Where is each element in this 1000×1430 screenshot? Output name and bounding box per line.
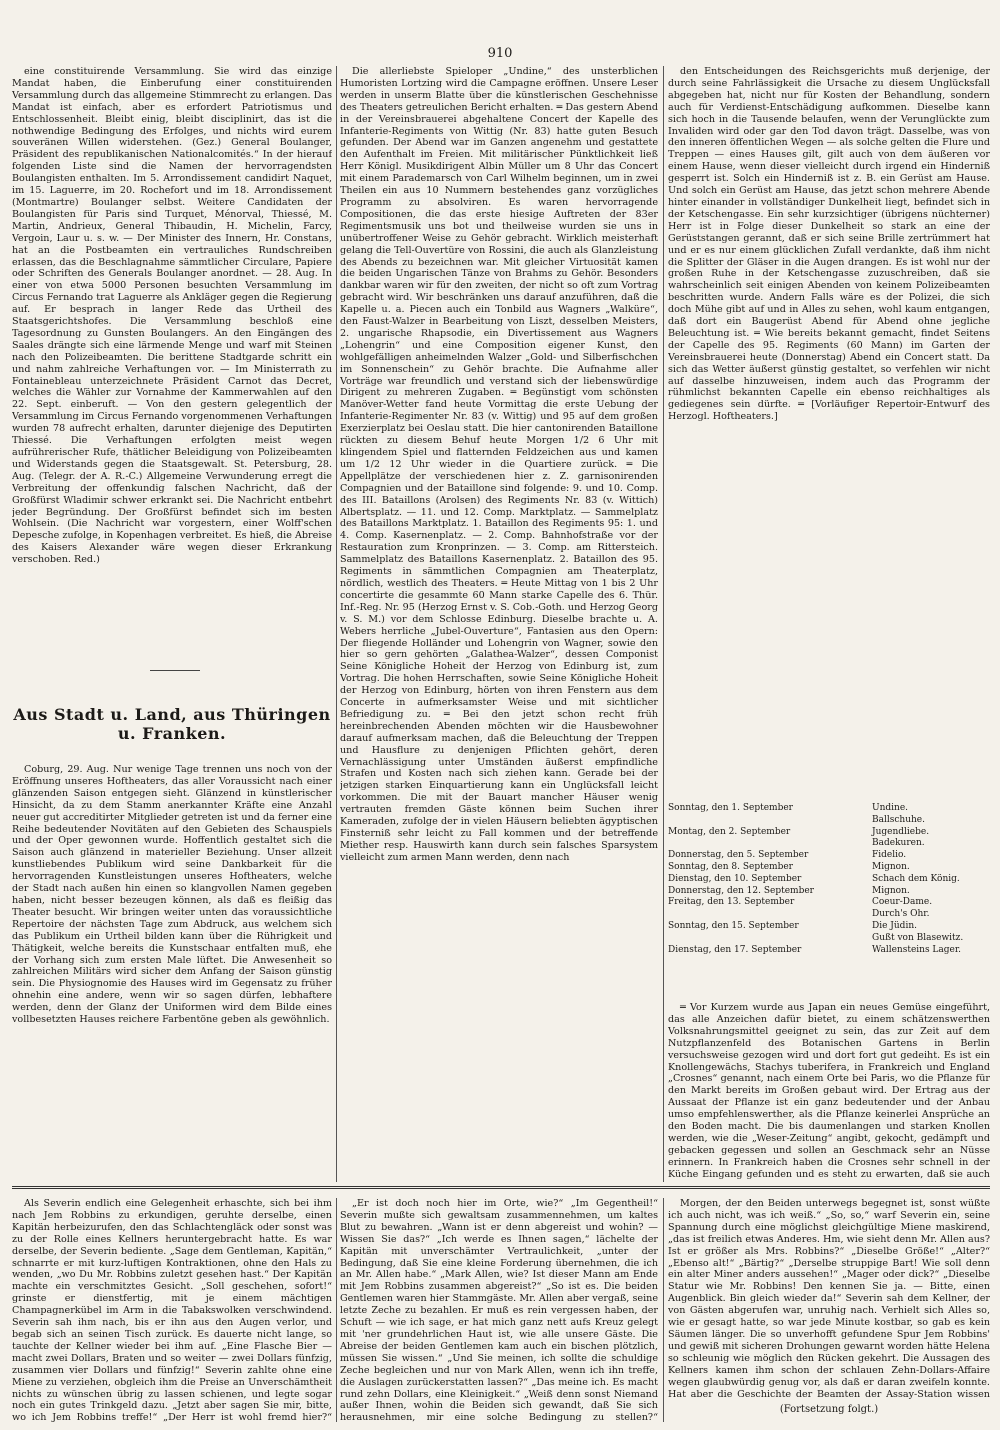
section-heading: Aus Stadt u. Land, aus Thüringen u. Franken. xyxy=(13,705,331,743)
repertoire-row xyxy=(668,909,990,921)
article-text: eine constituirende Versammlung. Sie wird das einzige Mandat haben, die Einberufung einer constituirenden Versammlung durch das allgemeine Stimmrecht zu erlangen. Das Mandat ist einfach, aber es erfordert Patriotismus und Entschlossenheit. Bleibt einig, bleibt disciplinirt, das ist die nothwendige Bedingung des Erfolges, und nichts wird eurem souveränen Willen widerstehen. (Gez.) General Boulanger, Präsident des republikanischen Nationalcomités.“ In der hierauf folgenden Liste sind die Namen der hervorragendsten Boulangisten enthalten. Im 5. Arrondissement candidirt Naquet, im 15. Laguerre, im 20. Rochefort und im 18. Arrondissement (Montmartre) Boulanger selbst. Weitere Candidaten der Boulangisten für Paris sind Turquet, Ménorval, Thiessé, M. Martin, Andrieux, General Thibaudin, H. Michelin, Farcy, Vergoin, Laur u. s. w. — Der Minister des Innern, Hr. Constans, hat an die Postbeamten ein vertrauliches Rundschreiben erlassen, das die Beschlagnahme sämmtlicher Circulare, Papiere oder Schriften des Generals Boulanger anordnet. — 28. Aug. In einer von etwa 5000 Personen besuchten Versammlung im Circus Fernando trat Laguerre als Ankläger gegen die Regierung auf. Er besprach in langer Rede das Urtheil des Staatsgerichtshofes. Die Versammlung beschloß eine Tagesordnung zu Gunsten Boulangers. An den Eingängen des Saales drängte sich eine lärmende Menge und warf mit Steinen nach den Polizeibeamten. Die berittene Stadtgarde schritt ein und nahm zahlreiche Verhaftungen vor. — Im Ministerrath zu Fontainebleau unterzeichnete Präsident Carnot das Decret, welches die Wähler zur Vornahme der Kammerwahlen auf den 22. Sept. einberuft. — Von den gestern gelegentlich der Versammlung im Circus Fernando vorgenommenen Verhaftungen wurden 78 aufrecht erhalten, darunter diejenige des Deputirten Thiessé. Die Verhaftungen erfolgten meist wegen aufrührerischer Rufe, thätlicher Beleidigung von Polizeibeamten und Widerstands gegen die Staatsgewalt. St. Petersburg, 28. Aug. (Telegr. der A. R.-C.) Allgemeine Verwunderung erregt die Verbreitung der offenkundig falschen Nachricht, daß der Großfürst Wladimir schwer erkrankt sei. Die Nachricht entbehrt jeder Begründung. Der Großfürst befindet sich im besten Wohlsein. (Die Nachricht war vorgestern, einer Wolff'schen Depesche zufolge, in Kopenhagen verbreitet. Es hieß, die Abreise des Kaisers Alexander wäre wegen dieser Erkrankung verschoben. Red.) xyxy=(12,66,332,566)
repertoire-play: Fidelio. xyxy=(872,850,907,861)
theatre-repertoire-table xyxy=(668,803,990,956)
repertoire-play: Ballschuhe. xyxy=(872,814,925,825)
article-text: ═ Vor Kurzem wurde aus Japan ein neues Gemüse eingeführt, das alle Anzeichen dafür bietet, zu einem schätzenswerthen Volksnahrungsmittel geeignet zu sein, das zur Zeit auf dem Nutzpflanzenfeld des Botanischen Gartens in Berlin versuchsweise gezogen wird und dort fort gut gedeiht. Es ist ein Knollengewächs, Stachys tuberifera, in Frankreich und England „Crosnes“ genannt, nach einem Orte bei Paris, wo die Pflanze für den Markt bereits im Großen gebaut wird. Der Ertrag aus der Aussaat der Pflanze ist ein ganz bedeutender und der Anbau umso empfehlenswerther, als die Pflanze keinerlei Ansprüche an den Boden macht. Die bis daumenlangen und starken Knollen werden, wie die „Weser-Zeitung“ angibt, gekocht, gedämpft und gebacken gegessen und sollen an Geschmack sehr an Nüsse erinnern. In Frankreich haben die Crosnes sehr schnell in der Küche Eingang gefunden und es steht zu erwarten, daß sie auch xyxy=(668,1002,990,1180)
article-text: Coburg, 29. Aug. Nur wenige Tage trennen uns noch von der Eröffnung unseres Hoftheaters, das aller Voraussicht nach einer glänzenden Saison entgegen sieht. Glänzend in künstlerischer Hinsicht, da zu dem Stamm anerkannter Kräfte eine Anzahl neuer gut accreditirter Mitglieder getreten ist und da ferner eine Reihe bedeutender Novitäten auf den Gebieten des Schauspiels und der Oper gewonnen wurde. Hoffentlich gestaltet sich die Saison auch glänzend in materieller Beziehung. Unser allzeit kunstliebendes Publikum wird seine Dankbarkeit für die hervorragenden Kunstleistungen unseres Hoftheaters, welche der Stadt nach außen hin einen so klangvollen Namen gegeben haben, nicht besser bezeugen können, als daß es fleißig das Theater besucht. Wir bringen weiter unten das voraussichtliche Repertoire der nächsten Tage zum Abdruck, aus welchem sich das Publikum ein Urtheil bilden kann über die Rührigkeit und Thätigkeit, welche bereits die Kunstschaar entfalten muß, ehe der Vorhang sich zum ersten Male lüftet. Die Anwesenheit so zahlreichen Militärs wird sicher dem Anfang der Saison günstig sein. Die Physiognomie des Hauses wird im Gegensatz zu früher ohnehin eine andere, wenn wir so sagen dürfen, lebhaftere werden, denn der Glanz der Uniformen wird dem Bilde eines vollbesetzten Hauses reichere Farbentöne geben als gewöhnlich. xyxy=(12,764,332,1026)
repertoire-play: Die Jüdin. xyxy=(872,920,917,931)
article-column-1-politics xyxy=(12,66,332,658)
repertoire-play: Coeur-Dame. xyxy=(872,897,933,908)
repertoire-play: Badekuren. xyxy=(872,838,925,849)
story-text: Als Severin endlich eine Gelegenheit erhaschte, sich bei ihm nach Jem Robbins zu erkundigen, geruhte derselbe, einen Kapitän herbeizurufen, den das Schlachtengläck oder sonst was zu der Rolle eines Kellners heruntergebracht hatte. Es war derselbe, der Severin bediente. „Sage dem Gentleman, Kapitän,“ schnarrte er mit kurz-luftigen Kontraktionen, ohne den Hals zu wenden, „wo Du Mr. Robbins zuletzt gesehen hast.“ Der Kapitän machte ein verschmitztes Gesicht. „Soll geschehen, sofort!“ grinste er dienstfertig, mit je einem mächtigen Champagnerkübel im Arm in die Tabakswolken verschwindend. Severin sah ihm nach, bis er ihn aus den Augen verlor, und begab sich an seinen Tisch zurück. Es dauerte nicht lange, so tauchte der Kellner wieder bei ihm auf. „Eine Flasche Bier — macht zwei Dollars, Braten und so weiter — zwei Dollars fünfzig, zusammen vier Dollars und fünfzig!“ Severin zahlte ohne eine Miene zu verziehen, obgleich ihm die Preise an Unverschämtheit nichts zu wünschen übrig zu lassen schienen, und legte sogar noch ein gutes Trinkgeld dazu. „Jetzt aber sagen Sie mir, bitte, wo ich Jem Robbins treffe!“ „Der Herr ist wohl fremd hier?“ xyxy=(12,1198,332,1422)
repertoire-date: Sonntag, den 8. September xyxy=(668,861,793,872)
repertoire-row xyxy=(668,945,990,957)
feuilleton-column-1 xyxy=(12,1198,332,1422)
divider-rule xyxy=(150,670,200,671)
story-text: Morgen, der den Beiden unterwegs begegnet ist, sonst wüßte ich auch nicht, was ich weiß.“ „So, so,“ warf Severin ein, seine Spannung durch eine möglichst gleichgültige Miene maskirend, „das ist freilich etwas Anderes. Hm, wie sieht denn Mr. Allen aus? Ist er größer als Mrs. Robbins?“ „Dieselbe Größe!“ „Alter?“ „Ebenso alt!“ „Bärtig?“ „Derselbe struppige Bart! Wie soll denn ein alter Miner anders aussehen!“ „Mager oder dick?“ „Dieselbe Statur wie Mr. Robbins! Den kennen Sie ja. — Bitte, einen Augenblick. Bin gleich wieder da!“ Severin sah dem Kellner, der von Gästen abgerufen war, unruhig nach. Verhielt sich Alles so, wie er gesagt hatte, so war jede Minute kostbar, so gab es kein Säumen länger. Die so unverhofft gefundene Spur Jem Robbins' und gewiß mit sicheren Drohungen gewarnt worden hätte Helena so schleunig wie möglich den Rücken gekehrt. Die Aussagen des Kellners kamen ihm schon der schlauen Zehn-Dollars-Affaire wegen glaubwürdig genug vor, als daß er daran zweifeln konnte. Hat aber die Geschichte der Beamten der Assay-Station wissen xyxy=(668,1198,990,1400)
feuilleton-column-2 xyxy=(340,1198,658,1422)
repertoire-date: Sonntag, den 15. September xyxy=(668,920,799,931)
article-text: Die allerliebste Spieloper „Undine,“ des unsterblichen Humoristen Lortzing wird die Campagne eröffnen. Unsere Leser werden in unserm Blatte über die künstlerischen Geschehnisse des Theaters getreulichen Bericht erhalten. ═ Das gestern Abend in der Vereinsbrauerei abgehaltene Concert der Kapelle des Infanterie-Regiments von Wittig (Nr. 83) hatte guten Besuch gefunden. Der Abend war im Ganzen angenehm und gestattete den Aufenthalt im Freien. Mit militärischer Pünktlichkeit ließ Herr Königl. Musikdirigent Albin Müller um 8 Uhr das Concert mit einem Parademarsch von Carl Wilhelm beginnen, um in zwei Theilen ein aus 10 Nummern bestehendes ganz vorzügliches Programm zu absolviren. Es waren hervorragende Compositionen, die das erste hiesige Auftreten der 83er Regimentsmusik uns bot und theilweise wurden sie uns in unübertroffener Weise zu Gehör gebracht. Wirklich meisterhaft gelang die Tell-Ouvertüre von Rossini, die auch als Glanzleistung des Abends zu bezeichnen war. Mit gleicher Virtuosität kamen die beiden Ungarischen Tänze von Brahms zu Gehör. Besonders dankbar waren wir für den zweiten, der nicht so oft zum Vortrag gebracht wird. Wir beschränken uns darauf anzuführen, daß die Kapelle u. a. Piecen auch ein Tonbild aus Wagners „Walküre“, den Faust-Walzer in Bearbeitung von Liszt, desselben Meisters, 2. ungarische Rhapsodie, ein Divertissement aus Wagners „Lohengrin“ und eine Composition eigener Kunst, den wohlgefälligen anheimelnden Walzer „Gold- und Silberfischchen im Sonnenschein“ zu Gehör brachte. Die Aufnahme aller Vorträge war freundlich und verstand sich der liebenswürdige Dirigent zu mehreren Zugaben. ═ Begünstigt vom schönsten Manöver-Wetter fand heute Vormittag die erste Uebung der Infanterie-Regimenter Nr. 83 (v. Wittig) und 95 auf dem großen Exerzierplatz bei Oeslau statt. Die hier cantonirenden Bataillone rückten zu diesem Behuf heute Morgen 1/2 6 Uhr mit klingendem Spiel und flatternden Feldzeichen aus und kamen um 1/2 12 Uhr wieder in die Quartiere zurück. ═ Die Appellplätze der verschiedenen hier z. Z. garnisonirenden Compagnien und der Bataillone sind folgende: 9. und 10. Comp. des III. Bataillons (Arolsen) des Regiments Nr. 83 (v. Wittich) Albertsplatz. — 11. und 12. Comp. Marktplatz. — Sammelplatz des Bataillons Marktplatz. 1. Bataillon des Regiments 95: 1. und 4. Comp. Kasernenplatz. — 2. Comp. Bahnhofstraße vor der Restauration zum Kronprinzen. — 3. Comp. am Rittersteich. Sammelplatz des Bataillons Kasernenplatz. 2. Bataillon des 95. Regiments in sämmtlichen Compagnien am Theaterplatz, nördlich, westlich des Theaters. ═ Heute Mittag von 1 bis 2 Uhr concertirte die gesammte 60 Mann starke Capelle des 6. Thür. Inf.-Reg. Nr. 95 (Herzog Ernst v. S. Cob.-Goth. und Herzog Georg v. S. M.) vor dem Schlosse Edinburg. Dieselbe brachte u. A. Webers herrliche „Jubel-Ouverture“, Fantasien aus den Opern: Der fliegende Holländer und Lohengrin von Wagner, sowie den hier so gern gehörten „Galathea-Walzer“, dessen Componist Seine Königliche Hoheit der Herzog von Edinburg ist, zum Vortrag. Die hohen Herrschaften, sowie Seine Königliche Hoheit der Herzog von Edinburg, hörten von ihren Fenstern aus dem Concerte in aufmerksamster Weise und mit sichtlicher Befriedigung zu. ═ Bei den jetzt schon recht früh hereinbrechenden Abenden möchten wir die Hausbewohner darauf aufmerksam machen, daß die Beleuchtung der Treppen und Hausflure zu denjenigen Pflichten gehört, deren Vernachlässigung unter Umständen äußerst empfindliche Strafen und Kosten nach sich ziehen kann. Gerade bei der jetzigen starken Einquartierung kann ein Unglücksfall leicht vorkommen. Die mit der Bauart mancher Häuser wenig vertrauten fremden Gäste können beim Suchen ihrer Kameraden, zufolge der in vielen Häusern beliebten ägyptischen Finsterniß sehr leicht zu Fall kommen und der betreffende Miether resp. Hauswirth kann durch sein falsches Sparsystem vielleicht zum armen Mann werden, denn nach xyxy=(340,66,658,863)
repertoire-row xyxy=(668,897,990,909)
continuation-note: (Fortsetzung folgt.) xyxy=(779,1404,879,1415)
repertoire-row xyxy=(668,933,990,945)
repertoire-row xyxy=(668,886,990,898)
repertoire-date: Sonntag, den 1. September xyxy=(668,803,793,813)
article-column-3 xyxy=(668,66,990,800)
feuilleton-column-3 xyxy=(668,1198,990,1400)
feuilleton-separator xyxy=(12,1186,990,1189)
article-text: den Entscheidungen des Reichsgerichts muß derjenige, der durch seine Fahrlässigkeit die Ursache zu diesem Unglücksfall abgegeben hat, nicht nur für Kosten der Behandlung, sondern auch für Verdienst-Entschädigung aufkommen. Dieselbe kann sich hoch in die Tausende belaufen, wenn der Verunglückte zum Invaliden wird oder gar den Tod davon trägt. Dasselbe, was von den inneren öffentlichen Wegen — als solche gelten die Flure und Treppen — eines Hauses gilt, gilt auch von dem äußeren vor einem Hause, wenn dieser vielleicht durch irgend ein Hinderniß gesperrt ist. Solch ein Hinderniß ist z. B. ein Gerüst am Hause. Und solch ein Gerüst am Hause, das jetzt schon mehrere Abende hinter einander in vollständiger Dunkelheit liegt, befindet sich in der Ketschengasse. Ein sehr kurzsichtiger (übrigens nüchterner) Herr ist in Folge dieser Dunkelheit so stark an eine der Gerüststangen gerannt, daß er sich seine Brille zertrümmert hat und er es nur einem glücklichen Zufall verdankte, daß ihm nicht die Splitter der Gläser in die Augen drangen. Es ist wohl nur der großen Ruhe in der Ketschengasse zuzuschreiben, daß sie wahrscheinlich seit einigen Abenden von keinem Polizeibeamten beschritten wurde. Andern Falls wäre es der Polizei, die sich doch Mühe gibt auf und in Alles zu sehen, wohl kaum entgangen, daß dort ein Baugerüst Abend für Abend ohne jegliche Beleuchtung ist. ═ Wie bereits bekannt gemacht, findet Seitens der Capelle des 95. Regiments (60 Mann) im Garten der Vereinsbrauerei heute (Donnerstag) Abend ein Concert statt. Da sich das Wetter äußerst günstig gestaltet, so verfehlen wir nicht auf dasselbe hinzuweisen, indem auch das Programm der rühmlichst bekannten Capelle ein ebenso reichhaltiges als gediegenes sein dürfte. ═ [Vorläufiger Repertoir-Entwurf des Herzogl. Hoftheaters.] xyxy=(668,66,990,423)
repertoire-row xyxy=(668,874,990,886)
repertoire-date: Montag, den 2. September xyxy=(668,826,791,837)
repertoire-play: Mignon. xyxy=(872,861,910,872)
repertoire-row xyxy=(668,803,990,815)
repertoire-row xyxy=(668,838,990,850)
column-divider xyxy=(336,66,337,1182)
story-text: „Er ist doch noch hier im Orte, wie?“ „Im Gegentheil!“ Severin mußte sich gewaltsam zusammennehmen, um kaltes Blut zu bewahren. „Wann ist er denn abgereist und wohin? — Wissen Sie das?“ „Ich werde es Ihnen sagen,“ lächelte der Kapitän mit unverschämter Vertraulichkeit, „unter der Bedingung, daß Sie eine kleine Forderung übernehmen, die ich an Mr. Allen habe.“ „Mark Allen, wie? Ist dieser Mann am Ende mit Jem Robbins zusammen abgereist?“ „So ist es. Die beiden Gentlemen waren hier Stammgäste. Mr. Allen aber vergaß, seine letzte Zeche zu bezahlen. Er muß es rein vergessen haben, der Schuft — wie ich sage, er hat mich ganz nett aufs Kreuz gelegt mit 'ner grundehrlichen Haut ist, wie alle unsere Gäste. Die Abreise der beiden Gentlemen kam auch ein bischen plötzlich, müssen Sie wissen.“ „Und Sie meinen, ich sollte die schuldige Zeche begleichen und nur von Mark Allen, wenn ich ihn treffe, die Auslagen zurückerstatten lassen?“ „Das meine ich. Es macht rund zehn Dollars, eine Kleinigkeit.“ „Weiß denn sonst Niemand außer Ihnen, wohin die Beiden sich gewandt, daß Sie sich herausnehmen, mir eine solche Bedingung zu stellen?“ xyxy=(340,1198,658,1422)
repertoire-row xyxy=(668,862,990,874)
article-column-1-local xyxy=(12,764,332,1178)
column-divider xyxy=(336,1198,337,1422)
repertoire-row xyxy=(668,827,990,839)
repertoire-play: Schach dem König. xyxy=(872,873,960,884)
repertoire-play: Wallensteins Lager. xyxy=(872,944,962,955)
repertoire-play: Durch's Ohr. xyxy=(872,909,930,920)
repertoire-row xyxy=(668,815,990,827)
repertoire-play: Undine. xyxy=(872,803,909,813)
article-column-2 xyxy=(340,66,658,1182)
repertoire-date: Freitag, den 13. September xyxy=(668,897,795,908)
repertoire-date: Dienstag, den 17. September xyxy=(668,944,802,955)
repertoire-row xyxy=(668,850,990,862)
repertoire-date: Donnerstag, den 12. September xyxy=(668,885,814,896)
repertoire-play: Mignon. xyxy=(872,885,910,896)
repertoire-date: Dienstag, den 10. September xyxy=(668,873,802,884)
repertoire-date: Donnerstag, den 5. September xyxy=(668,850,809,861)
column-divider xyxy=(663,66,664,1182)
page-number: 910 xyxy=(487,46,513,61)
repertoire-play: Gußt von Blasewitz. xyxy=(872,932,964,943)
repertoire-row xyxy=(668,921,990,933)
article-column-3-continued xyxy=(668,1002,990,1182)
column-divider xyxy=(663,1198,664,1422)
repertoire-play: Jugendliebe. xyxy=(872,826,930,837)
